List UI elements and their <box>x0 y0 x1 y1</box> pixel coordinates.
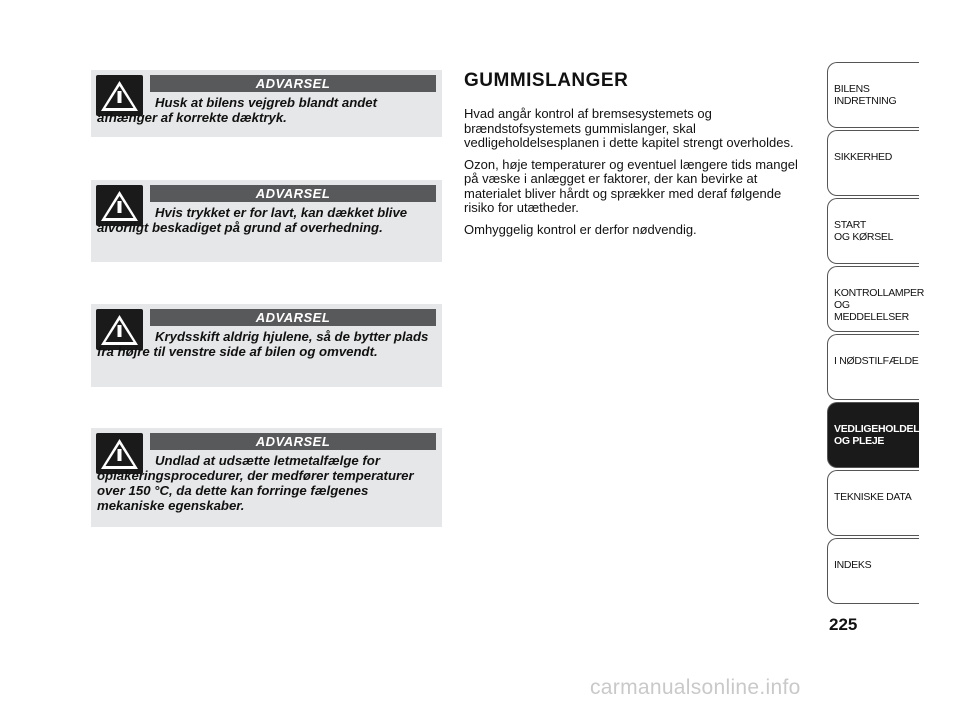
nav-tab-label: I NØDSTILFÆLDE <box>834 355 919 367</box>
paragraph: Hvad angår kontrol af bremsesystemets og brændstofsystemets gummislanger, skal vedligeholdelsesplanen i dette kapitel strengt overholdes. <box>464 106 794 150</box>
watermark: carmanualsonline.info <box>590 676 801 699</box>
section-title: GUMMISLANGER <box>464 70 629 91</box>
warning-box-4 <box>91 428 442 527</box>
warning-heading: ADVARSEL <box>150 309 436 326</box>
nav-tab-label: KONTROLLAMPER OG MEDDELELSER <box>834 287 925 323</box>
warning-box-1 <box>91 70 442 137</box>
warning-heading: ADVARSEL <box>150 185 436 202</box>
nav-tab-start-og-korsel[interactable] <box>827 198 919 264</box>
nav-tab-sikkerhed[interactable] <box>827 130 919 196</box>
paragraph: Ozon, høje temperaturer og eventuel længere tids mangel på væske i anlægget er faktorer, der kan bevirke at materialet bliver hårdt og sprækker med deraf følgende risiko for utætheder. <box>464 156 798 215</box>
warning-box-3 <box>91 304 442 387</box>
paragraph: Omhyggelig kontrol er derfor nødvendig. <box>464 221 697 237</box>
warning-box-2 <box>91 180 442 262</box>
nav-tab-kontrollamper[interactable] <box>827 266 925 332</box>
nav-tab-label: SIKKERHED <box>834 151 892 163</box>
nav-tab-label: START OG KØRSEL <box>834 219 894 243</box>
warning-text: Krydsskift aldrig hjulene, så de bytter plads fra højre til venstre side af bilen og omvendt. <box>97 329 429 359</box>
nav-tab-label: VEDLIGEHOLDELSE OG PLEJE <box>834 423 933 447</box>
chapter-nav <box>827 62 933 606</box>
page-number: 225 <box>829 615 858 634</box>
nav-tab-indeks[interactable] <box>827 538 919 604</box>
nav-tab-bilens-indretning[interactable] <box>827 62 919 128</box>
warning-heading: ADVARSEL <box>150 75 436 92</box>
nav-tab-i-nodstilfaelde[interactable] <box>827 334 919 400</box>
warning-text: Hvis trykket er for lavt, kan dækket blive alvorligt beskadiget på grund af overhedning. <box>97 205 408 235</box>
nav-tab-label: INDEKS <box>834 559 872 571</box>
nav-tab-label: BILENS INDRETNING <box>834 83 897 107</box>
nav-tab-tekniske-data[interactable] <box>827 470 919 536</box>
warning-text: Undlad at udsætte letmetalfælge for oplakeringsprocedurer, der medfører temperaturer over 150 °C, da dette kan forringe fælgenes mekaniske egenskaber. <box>97 453 414 513</box>
section-body <box>464 107 814 244</box>
nav-tab-label: TEKNISKE DATA <box>834 491 912 503</box>
nav-tab-vedligeholdelse[interactable] <box>827 402 933 468</box>
warning-text: Husk at bilens vejgreb blandt andet afhænger af korrekte dæktryk. <box>97 95 378 125</box>
warning-heading: ADVARSEL <box>150 433 436 450</box>
